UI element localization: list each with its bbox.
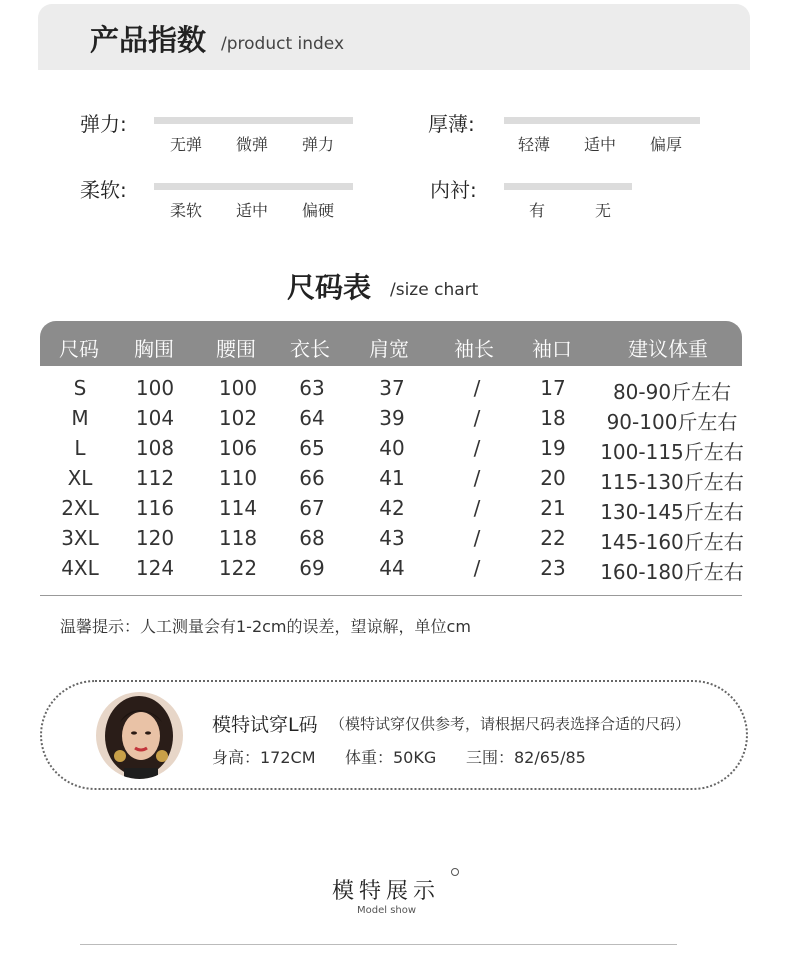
table-bottom-rule xyxy=(40,595,742,596)
section-subtitle-size-chart: /size chart xyxy=(390,280,479,300)
cell-cuff: 18 xyxy=(540,406,566,430)
model-weight: 体重：50KG xyxy=(345,748,437,767)
cell-chest: 124 xyxy=(135,556,175,580)
cell-sleeve-length: / xyxy=(473,436,481,460)
softness-option: 偏硬 xyxy=(302,201,335,220)
cell-length: 63 xyxy=(299,376,325,400)
cell-cuff: 21 xyxy=(540,496,566,520)
cell-sleeve-length: / xyxy=(473,466,481,490)
column-header-cuff: 袖口 xyxy=(532,337,572,361)
lining-label: 内衬: xyxy=(430,178,477,202)
column-header-sleeve-length: 袖长 xyxy=(454,337,494,361)
cell-sleeve-length: / xyxy=(473,376,481,400)
cell-shoulder: 39 xyxy=(379,406,405,430)
cell-chest: 120 xyxy=(135,526,175,550)
thickness-option: 适中 xyxy=(584,135,617,154)
cell-shoulder: 41 xyxy=(379,466,405,490)
cell-length: 66 xyxy=(299,466,325,490)
cell-shoulder: 43 xyxy=(379,526,405,550)
cell-sleeve-length: / xyxy=(473,556,481,580)
model-size-label: 模特试穿L码 xyxy=(212,714,318,736)
cell-chest: 112 xyxy=(135,466,175,490)
cell-waist: 114 xyxy=(218,496,258,520)
softness-scale-bar xyxy=(154,183,353,190)
cell-waist: 118 xyxy=(218,526,258,550)
section-title-product-index: 产品指数 xyxy=(90,23,207,57)
circle-ornament-icon xyxy=(451,868,459,876)
cell-waist: 122 xyxy=(218,556,258,580)
cell-chest: 116 xyxy=(135,496,175,520)
cell-length: 68 xyxy=(299,526,325,550)
column-header-suggested-weight: 建议体重 xyxy=(628,337,708,361)
cell-suggested-weight: 145-160斤左右 xyxy=(600,530,744,554)
cell-chest: 104 xyxy=(135,406,175,430)
cell-size: 3XL xyxy=(61,526,99,550)
cell-suggested-weight: 160-180斤左右 xyxy=(600,560,744,584)
cell-waist: 110 xyxy=(218,466,258,490)
cell-cuff: 23 xyxy=(540,556,566,580)
cell-cuff: 17 xyxy=(540,376,566,400)
model-portrait-icon xyxy=(96,692,183,779)
cell-shoulder: 44 xyxy=(379,556,405,580)
cell-length: 67 xyxy=(299,496,325,520)
cell-shoulder: 42 xyxy=(379,496,405,520)
column-header-waist: 腰围 xyxy=(216,337,256,361)
cell-size: 4XL xyxy=(61,556,99,580)
cell-sleeve-length: / xyxy=(473,526,481,550)
thickness-option: 轻薄 xyxy=(518,135,551,154)
cell-sleeve-length: / xyxy=(473,406,481,430)
lining-option: 有 xyxy=(529,201,546,220)
cell-waist: 106 xyxy=(218,436,258,460)
cell-cuff: 19 xyxy=(540,436,566,460)
section-subtitle-model-show: Model show xyxy=(357,905,417,916)
avatar xyxy=(96,692,183,779)
column-header-length: 衣长 xyxy=(290,337,330,361)
model-size-note: （模特试穿仅供参考，请根据尺码表选择合适的尺码） xyxy=(330,715,691,733)
cell-suggested-weight: 80-90斤左右 xyxy=(612,380,732,404)
elasticity-option: 微弹 xyxy=(236,135,269,154)
softness-label: 柔软: xyxy=(80,178,127,202)
cell-chest: 108 xyxy=(135,436,175,460)
cell-length: 64 xyxy=(299,406,325,430)
section-subtitle-product-index: /product index xyxy=(221,34,345,54)
cell-waist: 102 xyxy=(218,406,258,430)
cell-size: XL xyxy=(67,466,93,490)
cell-length: 65 xyxy=(299,436,325,460)
elasticity-scale-bar xyxy=(154,117,353,124)
elasticity-option: 弹力 xyxy=(302,135,335,154)
cell-sleeve-length: / xyxy=(473,496,481,520)
cell-cuff: 22 xyxy=(540,526,566,550)
cell-length: 69 xyxy=(299,556,325,580)
cell-size: 2XL xyxy=(61,496,99,520)
cell-suggested-weight: 90-100斤左右 xyxy=(606,410,738,434)
thickness-scale-bar xyxy=(504,117,700,124)
cell-size: S xyxy=(73,376,87,400)
column-header-size: 尺码 xyxy=(59,337,99,361)
softness-option: 柔软 xyxy=(170,201,203,220)
size-table-header xyxy=(40,321,742,366)
cell-shoulder: 40 xyxy=(379,436,405,460)
softness-option: 适中 xyxy=(236,201,269,220)
elasticity-option: 无弹 xyxy=(170,135,203,154)
cell-suggested-weight: 115-130斤左右 xyxy=(600,470,744,494)
elasticity-label: 弹力: xyxy=(80,112,127,136)
thickness-label: 厚薄: xyxy=(428,112,475,136)
cell-cuff: 20 xyxy=(540,466,566,490)
section-title-model-show: 模特展示 xyxy=(332,879,441,904)
cell-waist: 100 xyxy=(218,376,258,400)
model-measurements: 三围：82/65/85 xyxy=(466,748,586,767)
cell-size: L xyxy=(74,436,86,460)
bottom-divider xyxy=(80,944,677,945)
cell-suggested-weight: 100-115斤左右 xyxy=(600,440,744,464)
cell-chest: 100 xyxy=(135,376,175,400)
lining-option: 无 xyxy=(595,201,612,220)
measurement-note: 温馨提示：人工测量会有1-2cm的误差，望谅解，单位cm xyxy=(60,617,471,636)
model-height: 身高：172CM xyxy=(212,748,316,767)
thickness-option: 偏厚 xyxy=(650,135,683,154)
cell-shoulder: 37 xyxy=(379,376,405,400)
lining-scale-bar xyxy=(504,183,632,190)
column-header-shoulder: 肩宽 xyxy=(369,337,409,361)
section-title-size-chart: 尺码表 xyxy=(287,271,372,304)
column-header-chest: 胸围 xyxy=(134,337,174,361)
cell-suggested-weight: 130-145斤左右 xyxy=(600,500,744,524)
cell-size: M xyxy=(71,406,89,430)
